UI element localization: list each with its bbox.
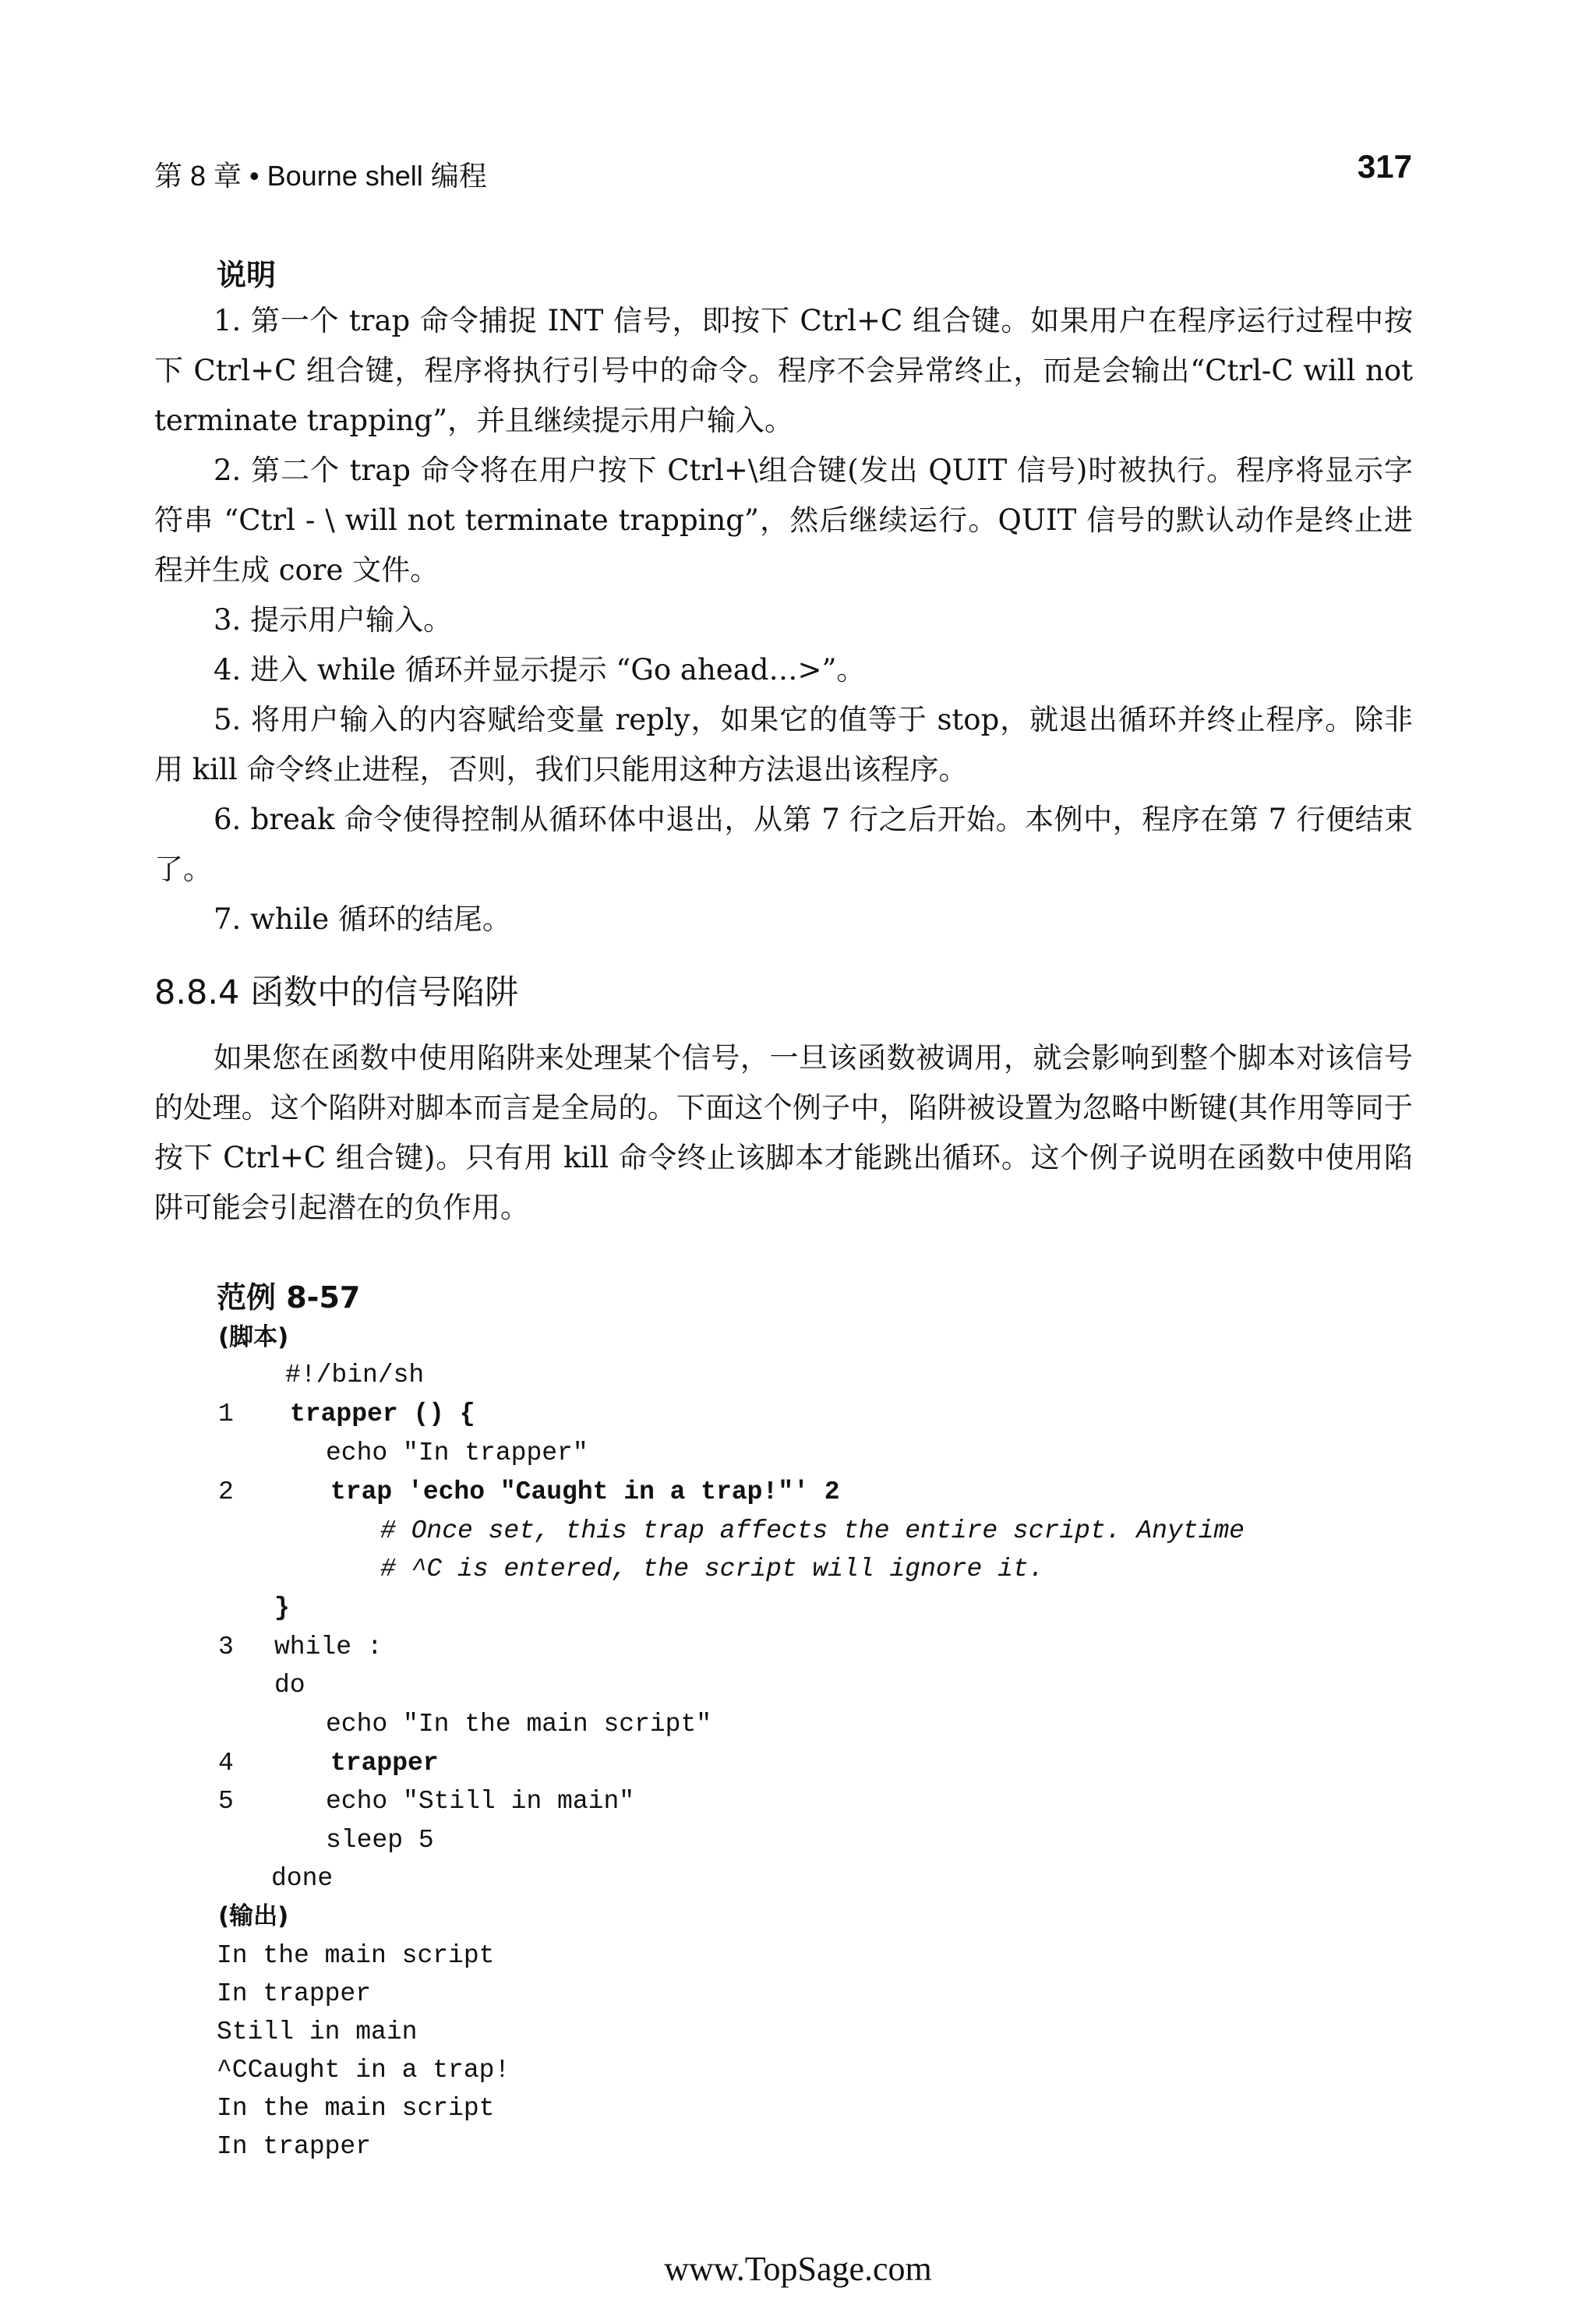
code-line: #!/bin/sh — [285, 1361, 425, 1389]
code-line: trap 'echo "Caught in a trap!"' 2 — [330, 1478, 840, 1506]
chapter-header: 第 8 章 • Bourne shell 编程 — [154, 160, 487, 192]
output-line: In the main script — [217, 1941, 495, 1970]
footer-url: www.TopSage.com — [664, 2250, 932, 2288]
output-line: Still in main — [217, 2018, 418, 2046]
code-line: } — [274, 1594, 290, 1622]
section-heading: 8.8.4 函数中的信号陷阱 — [154, 973, 519, 1012]
code-line: echo "Still in main" — [326, 1787, 635, 1816]
page-number: 317 — [1357, 148, 1412, 185]
output-line: In trapper — [217, 2132, 372, 2161]
note-item: 1. 第一个 trap 命令捕捉 INT 信号，即按下 Ctrl+C 组合键。如果用户在程序运行过程中按下 Ctrl+C 组合键，程序将执行引号中的命令。程序不会异常终止，而是会输出“Ctrl-C will not terminate trapping”，并且继续提示用户输入。 — [154, 304, 1413, 437]
code-line: echo "In trapper" — [326, 1439, 588, 1467]
output-label: (输出) — [218, 1902, 289, 1930]
script-label: (脚本) — [218, 1323, 289, 1351]
section-intro: 如果您在函数中使用陷阱来处理某个信号，一旦该函数被调用，就会影响到整个脚本对该信号的处理。这个陷阱对脚本而言是全局的。下面这个例子中，陷阱被设置为忽略中断键(其作用等同于按下 Ctrl+C 组合键)。只有用 kill 命令终止该脚本才能跳出循环。这个例子说明在函数中使用陷阱可能会引起潜在的负作用。 — [154, 1041, 1413, 1224]
code-line: done — [271, 1864, 334, 1893]
output-line: In the main script — [217, 2094, 495, 2123]
line-number: 4 — [218, 1749, 234, 1778]
code-line: echo "In the main script" — [326, 1710, 712, 1739]
code-line: trapper () { — [290, 1400, 475, 1428]
note-item: 2. 第二个 trap 命令将在用户按下 Ctrl+\组合键(发出 QUIT 信号)时被执行。程序将显示字符串 “Ctrl - \ will not terminate trapping”，然后继续运行。QUIT 信号的默认动作是终止进程并生成 core 文件。 — [154, 454, 1413, 587]
note-item: 6. break 命令使得控制从循环体中退出，从第 7 行之后开始。本例中，程序在第 7 行便结束了。 — [154, 803, 1413, 886]
output-line: ^CCaught in a trap! — [217, 2056, 510, 2085]
note-item: 7. while 循环的结尾。 — [214, 902, 511, 936]
line-number: 1 — [218, 1400, 234, 1428]
note-item: 3. 提示用户输入。 — [214, 603, 453, 637]
note-item: 5. 将用户输入的内容赋给变量 reply，如果它的值等于 stop，就退出循环并终止程序。除非用 kill 命令终止进程，否则，我们只能用这种方法退出该程序。 — [154, 703, 1413, 786]
line-number: 5 — [218, 1787, 234, 1816]
code-line: sleep 5 — [326, 1826, 434, 1855]
line-number: 3 — [218, 1633, 234, 1661]
code-line: while : — [274, 1633, 383, 1661]
code-line: do — [274, 1671, 305, 1700]
code-line: trapper — [330, 1749, 439, 1778]
code-comment: # Once set, this trap affects the entire script. Anytime — [380, 1516, 1245, 1545]
line-number: 2 — [218, 1478, 234, 1506]
notes-title: 说明 — [217, 258, 277, 292]
example-title: 范例 8-57 — [217, 1280, 361, 1315]
output-line: In trapper — [217, 1979, 372, 2008]
code-comment: # ^C is entered, the script will ignore it. — [380, 1555, 1044, 1583]
note-item: 4. 进入 while 循环并显示提示 “Go ahead…>”。 — [214, 653, 866, 687]
